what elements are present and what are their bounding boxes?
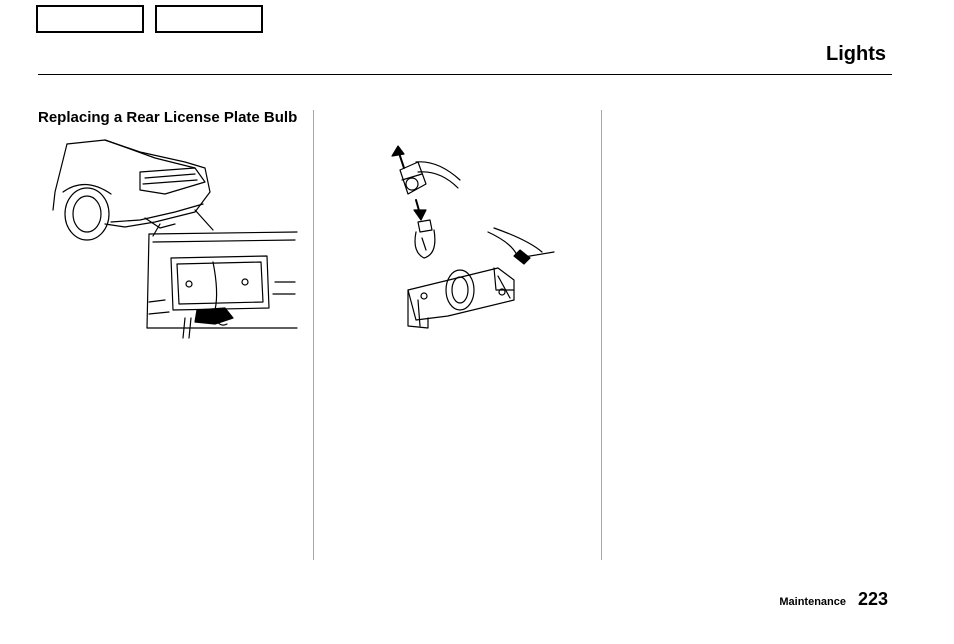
nav-button-table-of-contents[interactable] — [155, 5, 263, 33]
nav-button-main-menu[interactable] — [36, 5, 144, 33]
section-heading: Replacing a Rear License Plate Bulb — [38, 109, 298, 126]
column-divider-right — [601, 110, 602, 560]
footer-section-label: Maintenance — [779, 596, 846, 608]
page-title: Lights — [826, 43, 886, 65]
column-divider-left — [313, 110, 314, 560]
car-rear-license-plate-illustration — [45, 132, 303, 342]
bulb-socket-removal-illustration — [368, 140, 558, 345]
page-number: 223 — [857, 589, 888, 609]
header-divider — [38, 74, 892, 75]
